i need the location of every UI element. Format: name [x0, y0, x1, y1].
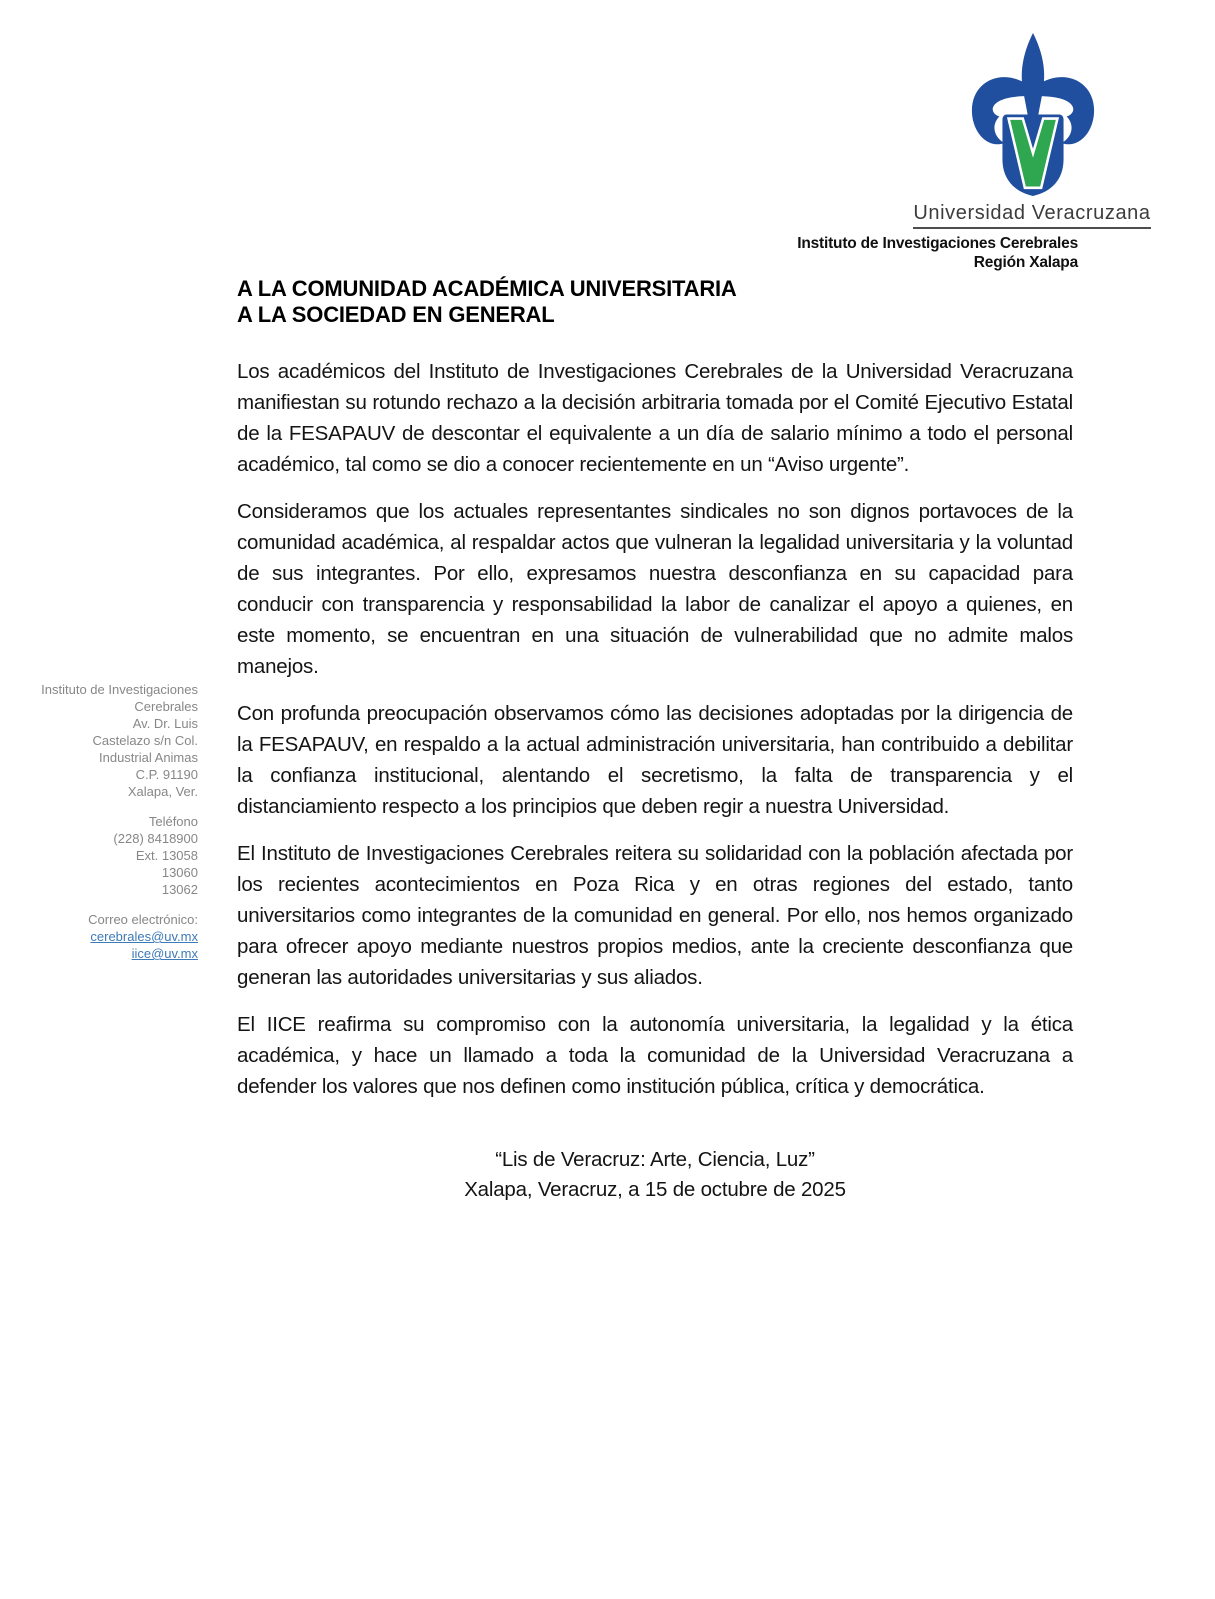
- phone-block: [18, 813, 198, 898]
- address-line: Castelazo s/n Col.: [92, 733, 198, 748]
- institute-name: Instituto de Investigaciones Cerebrales: [797, 235, 1078, 252]
- phone-label: Teléfono: [148, 814, 198, 829]
- letterhead-institute-block: [797, 235, 1078, 272]
- phone-line: 13062: [161, 882, 198, 897]
- address-line: C.P. 91190: [135, 767, 198, 782]
- body-paragraph-4: El Instituto de Investigaciones Cerebrales reitera su solidaridad con la población afectada por los recientes acontecimientos en Poza Rica y en otras regiones del estado, tanto universitarios como integrantes de la comunidad en general. Por ello, nos hemos organizado para ofrecer apoyo mediante nuestros propios medios, ante la creciente desconfianza que generan las autoridades universitarias y sus aliados.: [237, 842, 1073, 989]
- phone-line: (228) 8418900: [113, 831, 198, 846]
- closing-motto: “Lis de Veracruz: Arte, Ciencia, Luz”: [495, 1148, 815, 1171]
- address-line: Av. Dr. Luis: [132, 716, 198, 731]
- document-title: [237, 270, 1073, 328]
- body-paragraph-5: El IICE reafirma su compromiso con la autonomía universitaria, la legalidad y la ética académica, y hace un llamado a toda la comunidad de la Universidad Veracruzana a defender los valores que nos definen como institución pública, crítica y democrática.: [237, 1013, 1073, 1098]
- region-name: Región Xalapa: [973, 253, 1078, 271]
- body-paragraph-1: Los académicos del Instituto de Investigaciones Cerebrales de la Universidad Veracruzana manifiestan su rotundo rechazo a la decisión arbitraria tomada por el Comité Ejecutivo Estatal de la FESAPAUV de descontar el equivalente a un día de salario mínimo a todo el personal académico, tal como se dio a conocer recientemente en un “Aviso urgente”.: [237, 360, 1073, 476]
- university-logo-icon: [963, 31, 1103, 198]
- contact-sidebar: [18, 681, 198, 975]
- address-line: Xalapa, Ver.: [127, 784, 198, 799]
- phone-line: 13060: [161, 865, 198, 880]
- address-line: Cerebrales: [134, 699, 198, 714]
- letter-body: [237, 270, 1073, 1205]
- body-paragraph-3: Con profunda preocupación observamos cómo las decisiones adoptadas por la dirigencia de la FESAPAUV, en respaldo a la actual administración universitaria, han contribuido a debilitar la confianza institucional, alentando el secretismo, la falta de transparencia y el distanciamiento respecto a los principios que deben regir a nuestra Universidad.: [237, 702, 1073, 818]
- email-block: [18, 911, 198, 962]
- email-link-cerebrales[interactable]: cerebrales@uv.mx: [90, 929, 198, 944]
- document-title-line-1: A LA COMUNIDAD ACADÉMICA UNIVERSITARIA: [237, 276, 737, 301]
- email-link-iice[interactable]: iice@uv.mx: [131, 946, 198, 961]
- closing-block: [237, 1145, 1073, 1205]
- phone-line: Ext. 13058: [135, 848, 198, 863]
- address-line: Instituto de Investigaciones: [41, 682, 198, 697]
- university-wordmark: Universidad Veracruzana: [913, 201, 1151, 229]
- email-label: Correo electrónico:: [88, 912, 198, 927]
- address-line: Industrial Animas: [99, 750, 198, 765]
- body-paragraph-2: Consideramos que los actuales representantes sindicales no son dignos portavoces de la comunidad académica, al respaldar actos que vulneran la legalidad universitaria y la voluntad de sus integrantes. Por ello, expresamos nuestra desconfianza en su capacidad para conducir con transparencia y responsabilidad la labor de canalizar el apoyo a quienes, en este momento, se encuentran en una situación de vulnerabilidad que no admite malos manejos.: [237, 500, 1073, 678]
- address-block: [18, 681, 198, 800]
- closing-dateline: Xalapa, Veracruz, a 15 de octubre de 2025: [464, 1178, 846, 1201]
- document-title-line-2: A LA SOCIEDAD EN GENERAL: [237, 302, 555, 327]
